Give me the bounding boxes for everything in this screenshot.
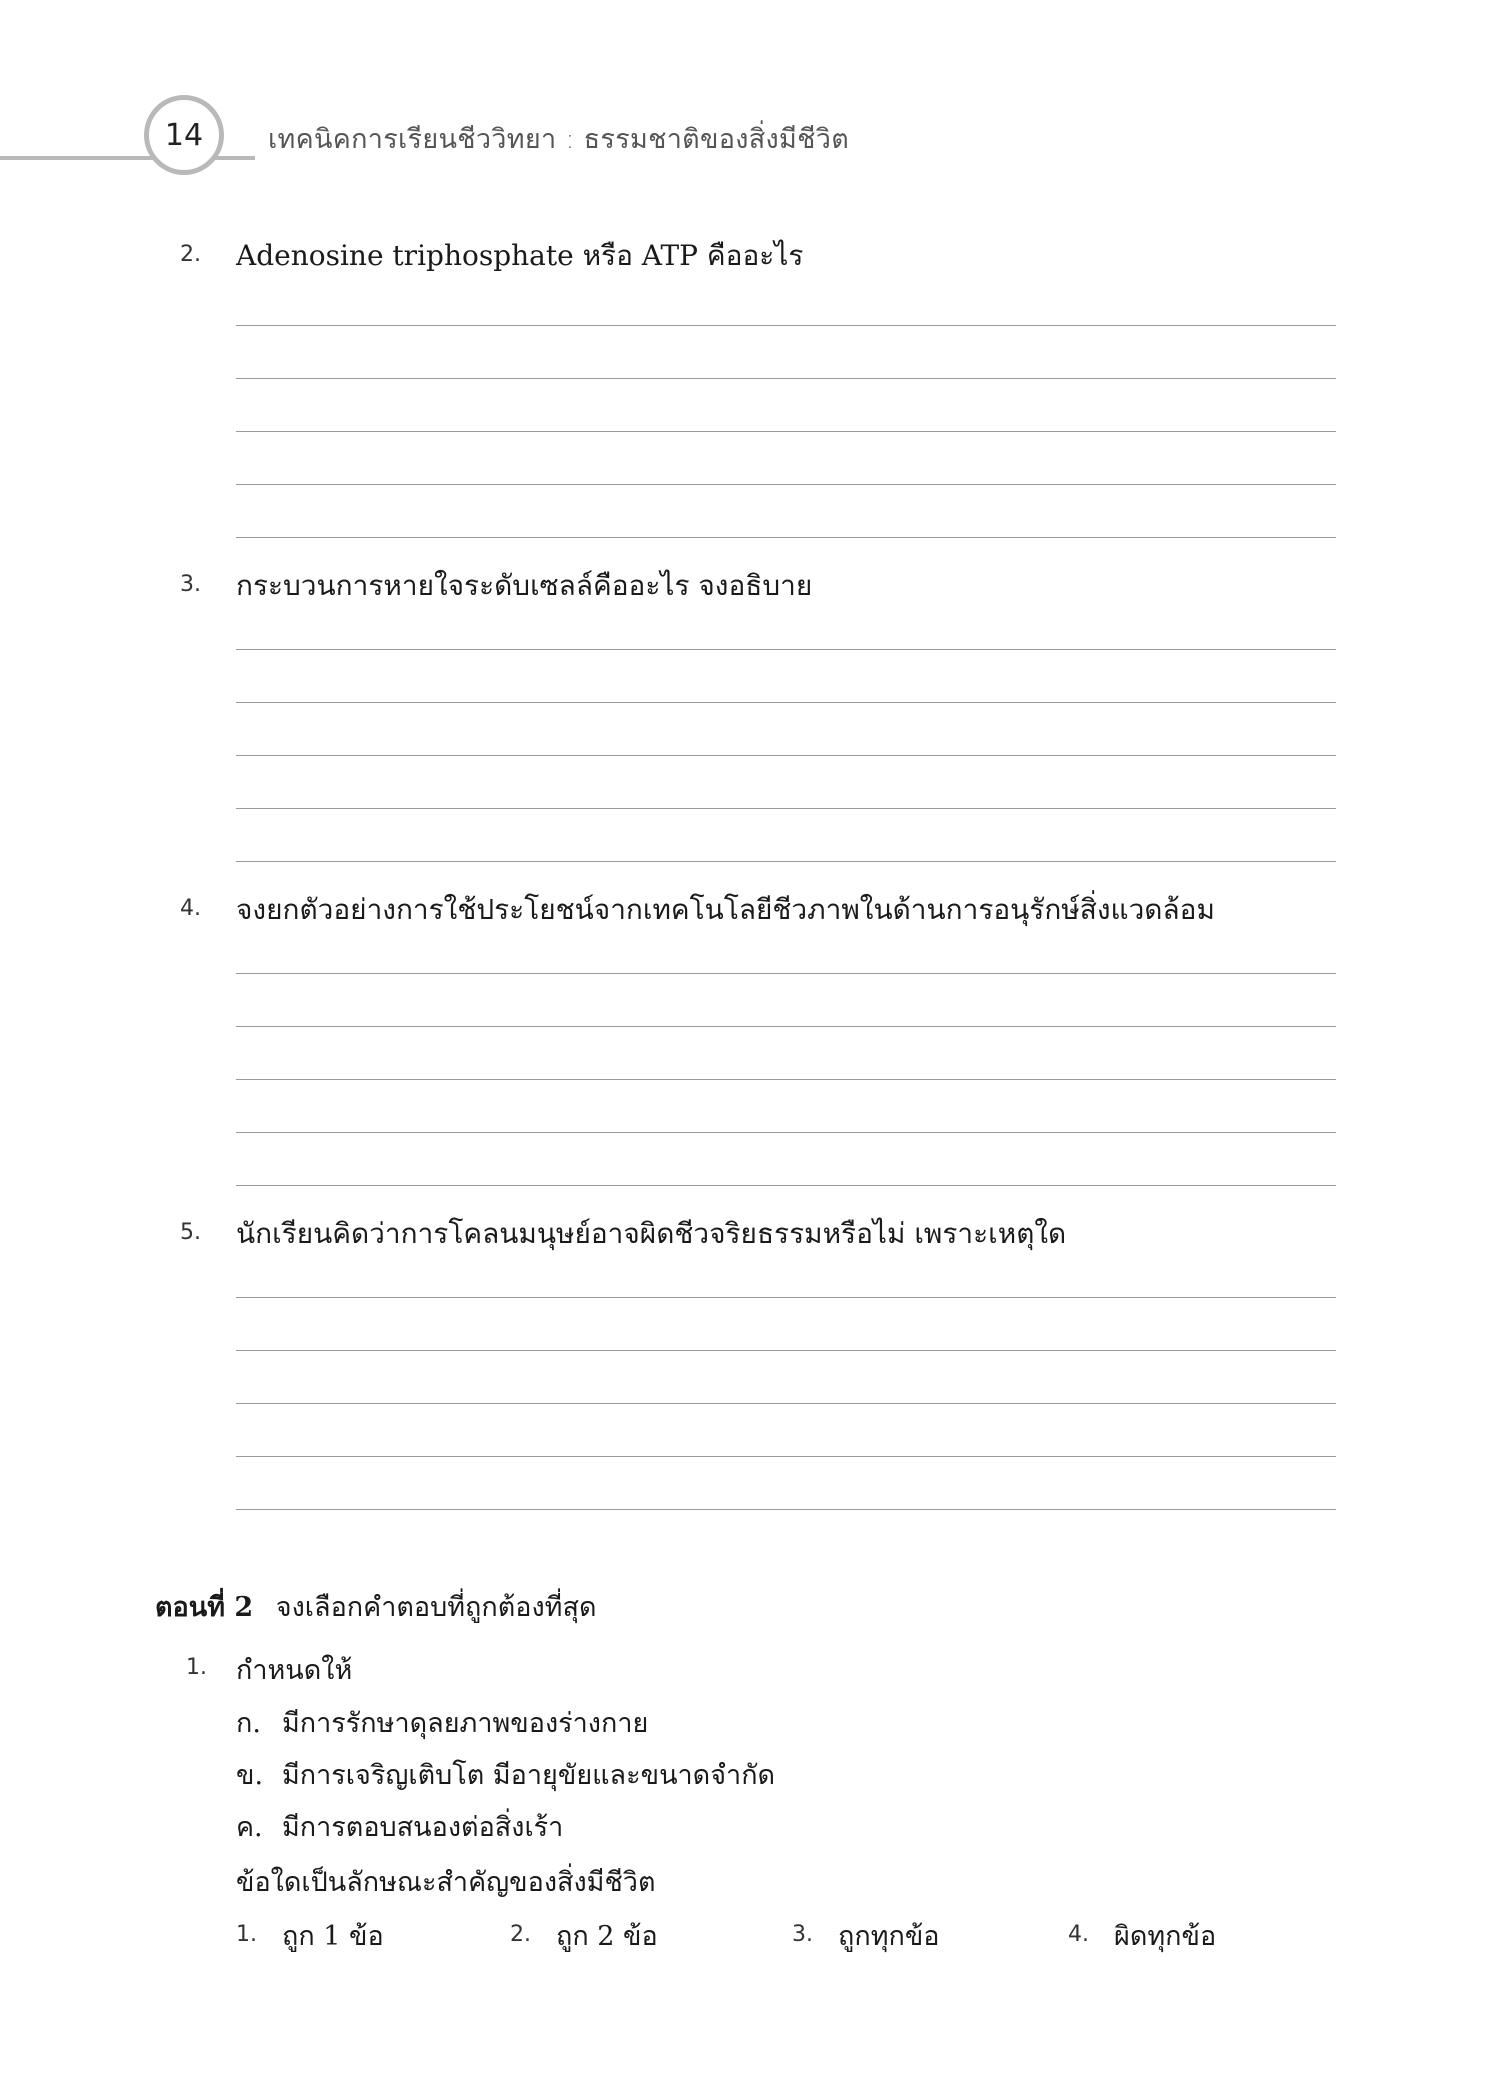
answer-line[interactable]	[236, 1185, 1336, 1186]
choice-number: 2.	[510, 1922, 531, 1947]
question-number: 2.	[180, 242, 201, 267]
choice-option[interactable]: ผิดทุกข้อ	[1114, 1921, 1217, 1952]
statement-letter: ข.	[236, 1760, 264, 1791]
choice-number: 3.	[792, 1922, 813, 1947]
answer-line[interactable]	[236, 702, 1336, 703]
answer-line[interactable]	[236, 1509, 1336, 1510]
question-text: นักเรียนคิดว่าการโคลนมนุษย์อาจผิดชีวจริยธรรมหรือไม่ เพราะเหตุใด	[236, 1217, 1067, 1250]
question-text: Adenosine triphosphate หรือ ATP คืออะไร	[236, 239, 804, 272]
statement-letter: ก.	[236, 1708, 261, 1739]
answer-line[interactable]	[236, 808, 1336, 809]
page-number-badge	[144, 95, 224, 175]
answer-line[interactable]	[236, 484, 1336, 485]
answer-line[interactable]	[236, 1456, 1336, 1457]
answer-line[interactable]	[236, 973, 1336, 974]
answer-line[interactable]	[236, 1079, 1336, 1080]
answer-line[interactable]	[236, 1297, 1336, 1298]
page-number: 14	[164, 117, 204, 153]
statement-text: มีการตอบสนองต่อสิ่งเร้า	[282, 1812, 564, 1843]
choice-option[interactable]: ถูกทุกข้อ	[838, 1921, 940, 1952]
answer-line[interactable]	[236, 431, 1336, 432]
answer-line[interactable]	[236, 861, 1336, 862]
question-number: 4.	[180, 896, 201, 921]
section-instruction: จงเลือกคำตอบที่ถูกต้องที่สุด	[275, 1592, 597, 1623]
mc-question-prompt: ข้อใดเป็นลักษณะสำคัญของสิ่งมีชีวิต	[236, 1867, 656, 1898]
running-head: เทคนิคการเรียนชีววิทยา : ธรรมชาติของสิ่งมีชีวิต	[268, 124, 850, 155]
statement-text: มีการรักษาดุลยภาพของร่างกาย	[282, 1708, 649, 1739]
answer-line[interactable]	[236, 378, 1336, 379]
answer-line[interactable]	[236, 325, 1336, 326]
choice-option[interactable]: ถูก 2 ข้อ	[556, 1921, 658, 1952]
answer-line[interactable]	[236, 1350, 1336, 1351]
answer-line[interactable]	[236, 1132, 1336, 1133]
statement-text: มีการเจริญเติบโต มีอายุขัยและขนาดจำกัด	[282, 1760, 776, 1791]
statement-letter: ค.	[236, 1812, 263, 1843]
section-heading	[155, 1585, 597, 1628]
choice-number: 1.	[236, 1922, 257, 1947]
question-text: กระบวนการหายใจระดับเซลล์คืออะไร จงอธิบาย	[236, 569, 813, 602]
mc-question-intro: กำหนดให้	[236, 1655, 353, 1686]
question-number: 5.	[180, 1220, 201, 1245]
answer-line[interactable]	[236, 649, 1336, 650]
section-label: ตอนที่ 2	[155, 1592, 254, 1623]
question-number: 3.	[180, 572, 201, 597]
answer-line[interactable]	[236, 537, 1336, 538]
answer-line[interactable]	[236, 1026, 1336, 1027]
mc-question-number: 1.	[186, 1655, 207, 1680]
choice-number: 4.	[1068, 1922, 1089, 1947]
choice-option[interactable]: ถูก 1 ข้อ	[282, 1921, 384, 1952]
answer-line[interactable]	[236, 755, 1336, 756]
answer-line[interactable]	[236, 1403, 1336, 1404]
question-text: จงยกตัวอย่างการใช้ประโยชน์จากเทคโนโลยีชีวภาพในด้านการอนุรักษ์สิ่งแวดล้อม	[236, 893, 1215, 926]
